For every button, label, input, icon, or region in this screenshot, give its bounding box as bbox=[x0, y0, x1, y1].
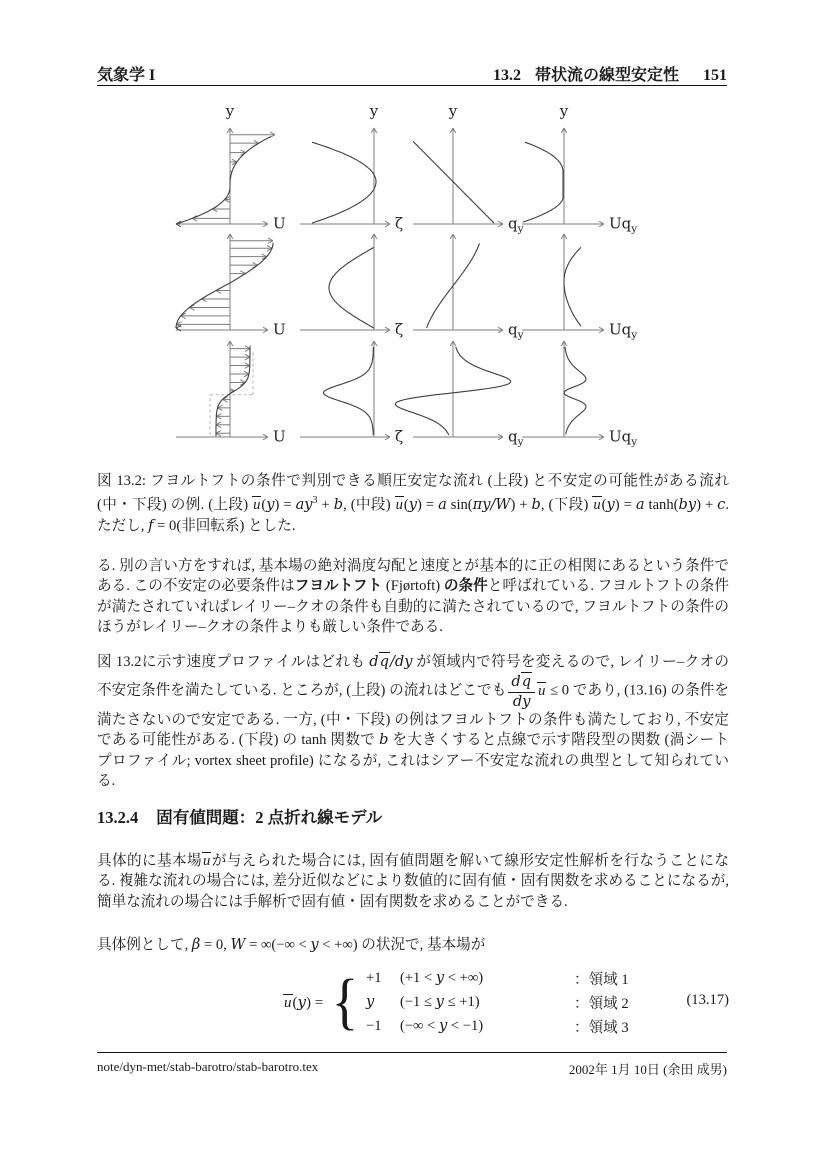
paragraph-profiles-discussion: 図 13.2に示す速度プロファイルはどれも dq/dy が領域内で符号を変えるので, レイリー–クオの不安定条件を満たしている. ところが, (上段) の流れはどこでも $\frac{dq}{dy}$ u ≤ 0 であり, (13.16) の条件を満たさないので安定である. 一方, (中・下段) の例はフヨルトフトの条件も満たしており, 不安定である可能性がある. (下段) の tanh 関数で b を大きくすると点線で示す階段型の関数 (渦シートプロファイル; vortex sheet profile) になるが, これはシアー不安定な流れの典型として知られている. bbox=[97, 653, 730, 790]
x-axis-label: $Uq_y$ bbox=[609, 427, 638, 448]
header-page-number: 151 bbox=[703, 67, 727, 84]
header-section-number: 13.2 bbox=[492, 67, 521, 84]
x-axis-label: U bbox=[273, 320, 286, 339]
case-region-label: ：領域 2 bbox=[573, 995, 629, 1012]
panel-plot bbox=[411, 307, 523, 447]
panel-plot bbox=[298, 307, 410, 447]
case-condition: (−∞ < y < −1) bbox=[399, 1017, 484, 1035]
figure-caption: 図 13.2: フヨルトフトの条件で判別できる順圧安定な流れ (上段) と不安定の可能性がある流れ (中・下段) の例. (上段) $u(y) = ay^3 + b$, (中段) u(y) = a sin(πy/W) + b, (下段) u(y) = a tanh(by) + c. ただし, f = 0(非回転系) とした. bbox=[97, 473, 730, 534]
cases-brace: { bbox=[331, 968, 359, 1037]
footer-source-path: note/dyn-met/stab-barotro/stab-barotro.tex bbox=[97, 1059, 319, 1074]
profile-curve bbox=[564, 347, 586, 434]
header-course-title: 気象学 I bbox=[97, 67, 156, 84]
section-heading-13-2-4 bbox=[97, 804, 382, 828]
section-heading-title: 固有値問題：2 点折れ線モデル bbox=[156, 808, 383, 827]
case-value: y bbox=[365, 993, 375, 1011]
y-axis-label: y bbox=[369, 102, 379, 120]
x-axis-label: $q_y$ bbox=[508, 214, 524, 235]
figure-row-3 bbox=[174, 307, 664, 447]
y-axis-label: y bbox=[559, 102, 569, 120]
profile-curve bbox=[324, 347, 374, 435]
equation-number: (13.17) bbox=[686, 992, 729, 1008]
case-row-region3 bbox=[366, 1014, 629, 1038]
case-condition: (−1 ≤ y ≤ +1) bbox=[399, 993, 480, 1011]
case-condition: (+1 < y < +∞) bbox=[399, 969, 484, 987]
footer-rule bbox=[97, 1052, 727, 1053]
x-axis-label: $Uq_y$ bbox=[609, 214, 638, 235]
x-axis-label: $Uq_y$ bbox=[609, 320, 638, 341]
panel-plot bbox=[520, 307, 650, 447]
figure-panel-r3c2 bbox=[298, 307, 410, 447]
x-axis-label: U bbox=[273, 427, 286, 446]
equation-body bbox=[283, 966, 629, 1039]
case-row-region2 bbox=[366, 990, 629, 1014]
figure-13-2 bbox=[174, 0, 664, 470]
figure-panel-r3c3 bbox=[411, 307, 523, 447]
header-section-title: 帯状流の線型安定性 bbox=[534, 67, 679, 84]
x-axis-label: ζ bbox=[395, 427, 404, 446]
section-heading-number: 13.2.4 bbox=[97, 808, 139, 827]
case-row-region1 bbox=[366, 966, 629, 990]
panel-plot bbox=[174, 307, 292, 447]
equation-13-17 bbox=[97, 966, 729, 1040]
x-axis-label: $q_y$ bbox=[508, 320, 524, 341]
x-axis-label: $q_y$ bbox=[508, 427, 524, 448]
x-axis-label: U bbox=[273, 214, 286, 233]
paragraph-example-setup: 具体例として, β = 0, W = ∞(−∞ < y < +∞) の状況で, 基本場が bbox=[97, 936, 486, 953]
case-region-label: ：領域 1 bbox=[573, 971, 629, 988]
x-axis-label: ζ bbox=[395, 214, 404, 233]
x-axis-label: ζ bbox=[395, 320, 404, 339]
paragraph-eigenvalue-problem: 具体的に基本場uが与えられた場合には, 固有値問題を解いて線形安定性解析を行なうことになる. 複雑な流れの場合には, 差分近似などにより数値的に固有値・固有関数を求めることになるが, 簡単な流れの場合には手解析で固有値・固有関数を求めることができる. bbox=[97, 853, 729, 910]
figure-panel-r3c1 bbox=[174, 307, 292, 447]
y-axis-label: y bbox=[448, 102, 458, 120]
equation-lhs: u(y) = bbox=[284, 992, 324, 1011]
case-value: +1 bbox=[365, 969, 382, 986]
case-value: −1 bbox=[365, 1017, 382, 1034]
y-axis-label: y bbox=[225, 102, 235, 120]
footer-date-author: 2002年 1月 10日 (余田 成男) bbox=[568, 1062, 727, 1077]
paragraph-fjortoft-condition: る. 別の言い方をすれば, 基本場の絶対渦度勾配と速度とが基本的に正の相関にあるという条件である. この不安定の必要条件はフヨルトフト (Fjørtoft) の条件と呼ばれている. フヨルトフトの条件が満たされていればレイリー–クオの条件も自動的に満たされているので, フヨルトフトの条件のほうがレイリー–クオの条件よりも厳しい条件である. bbox=[97, 558, 729, 636]
case-region-label: ：領域 3 bbox=[573, 1019, 629, 1036]
equation-cases bbox=[366, 966, 629, 1039]
figure-panel-r3c4 bbox=[520, 307, 650, 447]
